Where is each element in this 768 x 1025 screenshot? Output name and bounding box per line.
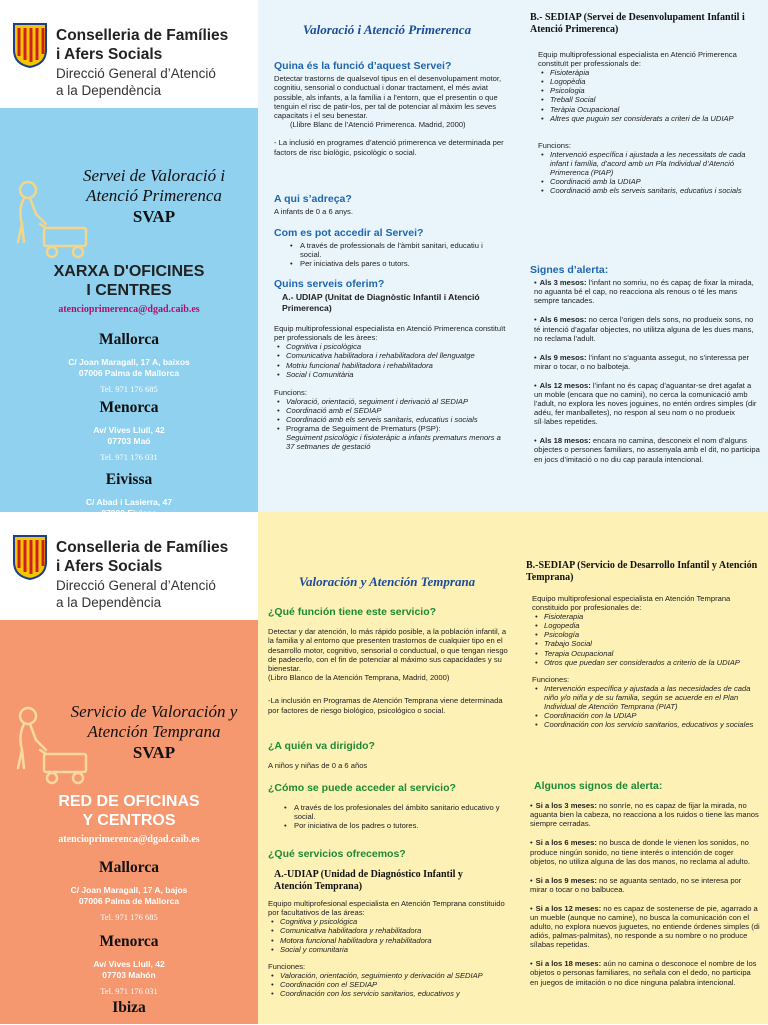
- alert-age: Si a los 3 meses:: [535, 801, 597, 811]
- list-item: • Intervención específica y ajustada a las necesidades de cada niño y/o niña y de su familia, según se acuerde en el Plan Individual de Atención Temprana (PIAT): [532, 684, 760, 711]
- office-phone: Tel. 971 176 685: [100, 912, 158, 923]
- alert-age: Als 9 mesos:: [539, 352, 587, 362]
- list-item: • Coordinación con los servicio sanitarios, educativos y sociales: [532, 720, 760, 729]
- org-name: [56, 26, 256, 99]
- alert-text: no es capaz de sostenerse de pie, agarrado a un mueble (aunque no camine), no busca la comunicación con el adulto, no explora nuevos juguetes, no entiende órdenes simples (di adiós, palmas-palmitas), no responde a su nombre o no produce sílabas repetidas.: [530, 903, 760, 950]
- section-access: [268, 782, 510, 830]
- udiap-functions-label: Funciones:: [268, 961, 306, 971]
- section-heading: Quins serveis oferim?: [274, 278, 385, 290]
- network-block: [0, 792, 258, 847]
- service-title-block: [0, 688, 258, 788]
- sediap-section: [526, 560, 760, 729]
- panel-title: Valoració i Atenció Primerenca: [302, 22, 472, 37]
- list-item: • A través de los profesionales del ámbito sanitario educativo y social.: [268, 803, 510, 821]
- sediap-section: [530, 12, 758, 195]
- list-item: • Coordinación con los servicio sanitarios, educativos y: [268, 989, 510, 998]
- office-address: C/ Abad i Lasierra, 47: [85, 497, 173, 508]
- network-title-line1: XARXA D'OFICINES: [53, 263, 205, 280]
- section-reference: (Llibre Blanc de l’Atenció Primerenca. Madrid, 2000): [290, 120, 466, 130]
- org-line1: Conselleria de Famílies: [56, 27, 229, 44]
- alert-item: • Si a los 12 meses: no es capaz de sostenerse de pie, agarrado a un mueble (aunque no camine), no busca la comunicación con el adulto, no explora nuevos juguetes, no entiende órdenes simples (di adiós, palmas-palmitas), no responde a su nombre o no produce sílabas repetidas.: [530, 903, 760, 950]
- psp-text: Seguiment psicològic i fisioteràpic a infants prematurs menors a 37 setmanes de gestació: [286, 433, 501, 452]
- org-header: [0, 0, 258, 108]
- list-item: • Treball Social: [538, 95, 758, 104]
- list-item: • Valoración, orientación, seguimiento y derivación al SEDIAP: [268, 971, 510, 980]
- alert-text: no busca de donde le vienen los sonidos, no produce ningún sonido, no tiene interés o intención de coger objetos, no utiliza alguna de las dos manos, no reclama al adulto.: [530, 838, 750, 866]
- list-item: • Logopèdia: [538, 77, 758, 86]
- list-item: • Social y comunitaria: [268, 945, 510, 954]
- org-department-line2: a la Dependència: [56, 83, 162, 98]
- list-item: • Motora funcional habilitadora y rehabilitadora: [268, 936, 510, 945]
- alert-age: Als 18 mesos:: [539, 436, 591, 446]
- section-text: Detectar y dar atención, lo más rápido posible, a la población infantil, a la familia y al entorno que presenten trastornos de cualquier tipo en el desarrollo motor, cognitivo, sensorial o conductual, o que tengan riesgo de padecerlo, con el fin de potenciar al máximo sus capacidades y su bienestar.: [268, 627, 508, 673]
- office-city: 07006 Palma de Mallorca: [78, 368, 180, 379]
- alert-age: Si a los 6 meses:: [535, 838, 597, 848]
- office-name: Eivissa: [105, 471, 153, 488]
- list-item: • A través de professionals de l’àmbit sanitari, educatiu i social.: [274, 241, 506, 259]
- section-heading: A qui s’adreça?: [274, 193, 352, 205]
- list-item: • Fisioteràpia: [538, 68, 758, 77]
- alert-item: • Si a los 18 meses: aún no camina o desconoce el nombre de los objetos o personas familiares, no señala con el dedo, no participa en juegos de imitación o no dice ninguna palabra intencional.: [530, 959, 757, 987]
- org-line2: i Afers Socials: [56, 46, 163, 63]
- network-title-line2: I CENTRES: [86, 282, 172, 299]
- sediap-intro: Equip multiprofessional especialista en Atenció Primerenca constituït per professionals de:: [538, 50, 737, 69]
- office-mallorca: [0, 330, 258, 395]
- section-heading: ¿Qué función tiene este servicio?: [268, 606, 437, 618]
- alert-signs-section: [526, 780, 760, 997]
- list-item: • Teràpia Ocupacional: [538, 105, 758, 114]
- alert-text: no cerca l’origen dels sons, no produeix sons, no té intenció d’agafar objectes, no utilitza alguna de les dues mans, no reclama l’adult.: [534, 315, 754, 343]
- sediap-title: B.- SEDIAP (Servei de Desenvolupament Infantil i Atenció Primerenca): [530, 12, 745, 35]
- org-line2: i Afers Socials: [56, 558, 163, 575]
- list-item: • Psicologia: [538, 86, 758, 95]
- org-header: [0, 512, 258, 620]
- section-services: [268, 848, 510, 998]
- office-city: 07006 Palma de Mallorca: [78, 896, 180, 907]
- udiap-title: A.- UDIAP (Unitat de Diagnòstic Infantil i Atenció Primerenca): [282, 292, 480, 314]
- sediap-functions-label: Funciones:: [532, 674, 570, 684]
- section-heading: ¿A quién va dirigido?: [268, 740, 375, 752]
- udiap-intro: Equip multiprofessional especialista en Atenció Primerenca constituït per professionals de les àrees:: [274, 324, 506, 343]
- alert-item: • Si a los 6 meses: no busca de donde le vienen los sonidos, no produce ningún sonido, no tiene interés o intención de coger objetos, no utiliza alguna de las dos manos, no reclama al adulto.: [530, 838, 750, 866]
- service-acronym: SVAP: [132, 207, 176, 226]
- alert-text: aún no camina o desconoce el nombre de los objetos o personas familiares, no señala con el dedo, no participa en juegos de imitación o no dice ninguna palabra intencional.: [530, 959, 757, 987]
- section-text: A niños y niñas de 0 a 6 años: [268, 761, 368, 771]
- office-name: Mallorca: [99, 859, 159, 876]
- alert-age: Als 12 mesos:: [539, 380, 591, 390]
- list-item: • Trabajo Social: [532, 639, 760, 648]
- list-item: • Comunicativa habilitadora y rehabilitadora: [268, 926, 510, 935]
- office-phone: Tel. 971 176 031: [100, 986, 158, 997]
- alert-item: • Si a los 9 meses: no se aguanta sentado, no se interesa por mirar o tocar o no balbucea.: [530, 875, 742, 894]
- alert-item: • Als 3 mesos: l’infant no somriu, no és capaç de fixar la mirada, no aguanta bé el cap, no reacciona als renous o té les mans sempre tancades.: [534, 278, 754, 306]
- alert-item: • Als 12 mesos: l’infant no és capaç d’aguantar-se dret agafat a un moble (encara que no camini), no cerca la comunicació amb l’adult, no explora les noves joguines, no entén ordres simples (dir adéu, fer manballetes), no respon al seu nom o no produeix síl·labes repetides.: [534, 380, 757, 427]
- alert-text: l’infant no s’aguanta assegut, no s’interessa per mirar o tocar, o no balboteja.: [534, 352, 750, 371]
- office-mallorca: [0, 858, 258, 923]
- panel-title: Valoración y Atención Temprana: [298, 574, 476, 589]
- section-heading: ¿Cómo se puede acceder al servicio?: [268, 782, 456, 794]
- service-title: Servei de Valoració i Atenció Primerenca: [82, 166, 226, 205]
- office-city: 07703 Mahón: [102, 970, 156, 981]
- list-item: • Intervenció específica i ajustada a les necessitats de cada infant i família, d’acord amb un Pla Individual d’Atenció Primerenca (PIAP): [538, 150, 758, 177]
- service-info-panel: [258, 0, 516, 512]
- list-item: • Fisioterapia: [532, 612, 760, 621]
- list-item: • Per iniciativa dels pares o tutors.: [274, 259, 506, 268]
- list-item: • Otros que puedan ser considerados a criterio de la UDIAP: [532, 658, 760, 667]
- udiap-intro: Equipo multiprofesional especialista en Atención Temprana constituido por facultativos de las áreas:: [268, 899, 505, 918]
- alert-text: no se aguanta sentado, no se interesa por mirar o tocar o no balbucea.: [530, 875, 742, 894]
- list-item: • Coordinación con la UDIAP: [532, 711, 760, 720]
- list-item: • Motriu funcional habilitadora i rehabilitadora: [274, 361, 510, 370]
- org-name: [56, 538, 256, 611]
- list-item: • Por iniciativa de los padres o tutores.: [268, 821, 510, 830]
- section-text: A infants de 0 a 6 anys.: [274, 207, 353, 217]
- cover-panel: [0, 0, 258, 512]
- office-name: Mallorca: [99, 331, 159, 348]
- org-department-line2: a la Dependència: [56, 595, 162, 610]
- office-phone: Tel. 971 176 685: [100, 384, 158, 395]
- service-info-panel: [258, 512, 516, 1024]
- balearic-crest-icon: [12, 534, 48, 580]
- office-address: C/ Joan Maragall, 17 A, baixos: [68, 357, 190, 368]
- alert-text: no sonríe, no es capaz de fijar la mirada, no aguanta bien la cabeza, no reacciona a los ruidos o tiene las manos siempre cerradas.: [530, 801, 759, 829]
- list-item: • Altres que puguin ser considerats a criteri de la UDIAP: [538, 114, 758, 123]
- udiap-title: A.-UDIAP (Unidad de Diagnóstico Infantil y Atención Temprana): [274, 869, 463, 893]
- list-item: • Logopedia: [532, 621, 760, 630]
- section-heading: Com es pot accedir al Servei?: [274, 227, 424, 239]
- brochure-catalan: [0, 0, 768, 512]
- network-title-line2: Y CENTROS: [82, 812, 176, 829]
- section-function: [268, 606, 510, 715]
- section-note: - La inclusió en programes d’atenció primerenca ve determinada per factors de risc biològic, psicològic o social.: [274, 138, 504, 157]
- alert-signs-section: [530, 264, 760, 474]
- alert-age: Si a los 9 meses:: [535, 875, 597, 885]
- office-name: Menorca: [99, 399, 159, 416]
- section-reference: (Libro Blanco de la Atención Temprana, Madrid, 2000): [268, 673, 450, 683]
- sediap-panel: [516, 512, 768, 1024]
- office-address: Av/ Vives Llull, 42: [93, 959, 165, 970]
- alert-age: Si a los 12 meses:: [535, 903, 602, 913]
- org-line1: Conselleria de Famílies: [56, 539, 229, 556]
- sediap-panel: [516, 0, 768, 512]
- contact-email[interactable]: atencioprimerenca@dgad.caib.es: [58, 304, 200, 315]
- network-title-line1: RED DE OFICINAS: [58, 793, 200, 810]
- list-item: • Psicología: [532, 630, 760, 639]
- list-item: • Terapia Ocupacional: [532, 649, 760, 658]
- org-department-line1: Direcció General d’Atenció: [56, 66, 216, 81]
- alert-text: l’infant no és capaç d’aguantar-se dret agafat a un moble (encara que no camini), no cerca la comunicació amb l’adult, no explora les noves joguines, no entén ordres simples (dir adéu, fer manballetes), no respon al seu nom o no produeix síl·labes repetides.: [534, 380, 757, 427]
- alert-text: l’infant no somriu, no és capaç de fixar la mirada, no aguanta bé el cap, no reacciona als renous o té les mans sempre tancades.: [534, 278, 754, 306]
- list-item: • Coordinació amb els serveis sanitaris, educatius i socials: [538, 186, 758, 195]
- office-city: 07703 Maó: [107, 436, 151, 447]
- udiap-functions-label: Funcions:: [274, 387, 307, 397]
- section-access: [274, 227, 506, 268]
- network-block: [0, 262, 258, 317]
- cover-panel: [0, 512, 258, 1024]
- service-title-block: [0, 162, 258, 262]
- sediap-functions-label: Funcions:: [538, 140, 571, 150]
- section-audience: [274, 193, 506, 216]
- sediap-intro: Equipo multiprofesional especialista en Atención Temprana constituido por profesionales de:: [532, 594, 731, 613]
- list-item: • Coordinación con el SEDIAP: [268, 980, 510, 989]
- alert-age: Als 3 mesos:: [539, 278, 587, 288]
- list-item: • Cognitiva y psicológica: [268, 917, 510, 926]
- psp-label: Programa de Seguiment de Prematurs (PSP):: [286, 424, 441, 434]
- section-note: -La inclusión en Programas de Atención Temprana viene determinada por factores de riesgo biológico, psicológico o social.: [268, 696, 503, 715]
- alert-age: Als 6 mesos:: [539, 315, 587, 325]
- office-menorca: [0, 398, 258, 463]
- alert-item: • Si a los 3 meses: no sonríe, no es capaz de fijar la mirada, no aguanta bien la cabeza, no reacciona a los ruidos o tiene las manos siempre cerradas.: [530, 801, 759, 829]
- section-heading: Algunos signos de alerta:: [534, 780, 663, 792]
- service-acronym: SVAP: [132, 743, 176, 762]
- alert-item: • Als 9 mesos: l’infant no s’aguanta assegut, no s’interessa per mirar o tocar, o no balboteja.: [534, 352, 750, 371]
- org-department-line1: Direcció General d’Atenció: [56, 578, 216, 593]
- list-item: • Social i Comunitària: [274, 370, 510, 379]
- list-item: [274, 424, 510, 451]
- list-item: • Cognitiva i psicològica: [274, 342, 510, 351]
- list-item: • Valoració, orientació, seguiment i derivació al SEDIAP: [274, 397, 510, 406]
- alert-age: Si a los 18 meses:: [535, 959, 602, 969]
- office-name: Menorca: [99, 933, 159, 950]
- list-item: • Comunicativa habilitadora i rehabilitadora del llenguatge: [274, 351, 510, 360]
- list-item: • Coordinació amb el SEDIAP: [274, 406, 510, 415]
- list-item: • Coordinació amb els serveis sanitaris, educatius i socials: [274, 415, 510, 424]
- sediap-title: B.-SEDIAP (Servicio de Desarrollo Infantil y Atención Temprana): [526, 560, 758, 583]
- section-function: [274, 60, 506, 157]
- alert-text: encara no camina, desconeix el nom d’alguns objectes o persones familiars, no assenyala amb el dit, no participa en jocs d’imitació o no diu cap paraula intencional.: [534, 436, 760, 464]
- brochure-spanish: [0, 512, 768, 1024]
- section-heading: Signes d’alerta:: [530, 264, 609, 276]
- office-menorca: [0, 932, 258, 997]
- office-ibiza: [0, 998, 258, 1025]
- section-text: Detectar trastorns de qualsevol tipus en el desenvolupament motor, cognitiu, sensorial o conductual i donar tractament, el més aviat possible, als infants, a la família i a l’entorn, que el presentin o que tenguin el risc de patir-los, per tal de potenciar al màxim les seves capacitats i el seu benestar.: [274, 74, 502, 120]
- section-services: [274, 278, 510, 451]
- list-item: • Coordinació amb la UDIAP: [538, 177, 758, 186]
- office-address: C/ Joan Maragall, 17 A, bajos: [70, 885, 188, 896]
- office-address: Av/ Vives Llull, 42: [93, 425, 165, 436]
- section-heading: ¿Qué servicios ofrecemos?: [268, 848, 406, 860]
- balearic-crest-icon: [12, 22, 48, 68]
- section-heading: Quina és la funció d’aquest Servei?: [274, 60, 452, 72]
- office-phone: Tel. 971 176 031: [100, 452, 158, 463]
- office-name: Ibiza: [112, 999, 146, 1016]
- contact-email[interactable]: atencioprimerenca@dgad.caib.es: [58, 834, 200, 845]
- section-audience: [268, 740, 510, 770]
- alert-item: • Als 18 mesos: encara no camina, desconeix el nom d’alguns objectes o persones familiars, no assenyala amb el dit, no participa en jocs d’imitació o no diu cap paraula intencional.: [534, 436, 760, 464]
- alert-item: • Als 6 mesos: no cerca l’origen dels sons, no produeix sons, no té intenció d’agafar objectes, no utilitza alguna de les dues mans, no reclama l’adult.: [534, 315, 754, 343]
- service-title: Servicio de Valoración y Atención Temprana: [70, 702, 238, 741]
